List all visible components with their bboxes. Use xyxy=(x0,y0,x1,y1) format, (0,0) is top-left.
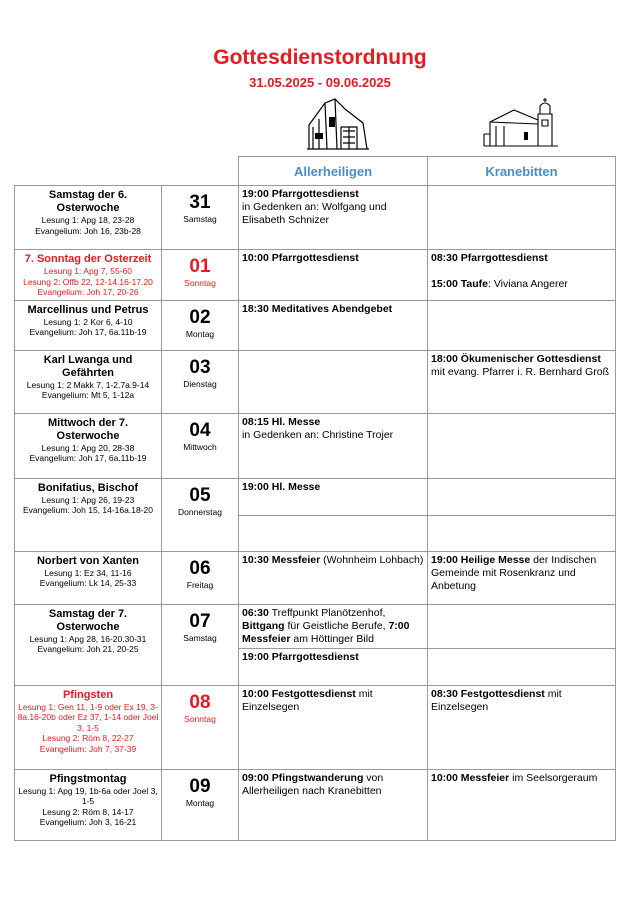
kranebitten-event xyxy=(428,250,616,301)
reading: Evangelium: Joh 21, 20-25 xyxy=(37,644,139,654)
weekday: Samstag xyxy=(183,632,217,643)
allerheiligen-event xyxy=(239,413,428,478)
event-time-title: 19:00 Pfarrgottesdienst xyxy=(242,188,359,200)
table-row xyxy=(15,300,616,350)
event-time-title: 10:00 Pfarrgottesdienst xyxy=(242,252,359,264)
day-number: 05 xyxy=(189,484,211,506)
feast-name: 7. Sonntag der Osterzeit xyxy=(24,253,152,265)
day-cell xyxy=(162,186,239,250)
reading: Evangelium: Mt 5, 1-12a xyxy=(41,390,135,400)
day-number: 02 xyxy=(189,306,211,328)
feast-cell xyxy=(15,186,162,250)
feast-cell xyxy=(15,250,162,301)
event-time-title: 08:15 Hl. Messe xyxy=(242,415,321,428)
day-cell xyxy=(162,769,239,840)
feast-cell xyxy=(15,604,162,685)
day-number: 31 xyxy=(189,192,211,213)
kranebitten-event xyxy=(428,769,616,840)
feast-name: Pfingsten xyxy=(62,688,114,701)
reading: Lesung 1: Apg 7, 55-60 xyxy=(44,266,132,276)
reading: Evangelium: Joh 7, 37-39 xyxy=(39,743,137,754)
day-number: 09 xyxy=(189,775,211,797)
kranebitten-event xyxy=(428,413,616,478)
event-detail: (Wohnheim Lohbach) xyxy=(320,553,424,566)
weekday: Montag xyxy=(185,328,215,339)
day-number: 03 xyxy=(189,356,211,378)
weekday: Sonntag xyxy=(184,278,216,288)
schedule-table xyxy=(14,156,616,841)
weekday: Samstag xyxy=(183,214,217,224)
reading: Lesung 2: Röm 8, 14-17 xyxy=(42,806,134,817)
event-detail: am Höttinger Bild xyxy=(290,632,374,645)
feast-name: Norbert von Xanten xyxy=(36,554,140,567)
event-time-title: 7:00 Messfeier xyxy=(242,619,410,645)
event-time-title: 19:00 Pfarrgottesdienst xyxy=(242,650,359,663)
weekday: Montag xyxy=(185,797,215,808)
table-row xyxy=(15,769,616,840)
reading: Evangelium: Lk 14, 25-33 xyxy=(39,578,137,588)
reading: Evangelium: Joh 3, 16-21 xyxy=(39,817,137,827)
reading: Lesung 1: Gen 11, 1-9 oder Ex 19, 3-8a.16-20b oder Ez 37, 1-14 oder Joel 3, 1-5 xyxy=(17,701,159,733)
feast-name: Pfingstmontag xyxy=(49,772,127,785)
day-cell xyxy=(162,604,239,685)
reading: Lesung 1: Apg 18, 23-28 xyxy=(41,215,135,225)
kranebitten-event xyxy=(428,350,616,413)
reading: Lesung 1: 2 Kor 6, 4-10 xyxy=(43,316,133,327)
feast-cell xyxy=(15,478,162,551)
day-cell xyxy=(162,250,239,301)
day-cell xyxy=(162,350,239,413)
allerheiligen-event xyxy=(239,300,428,350)
column-kranebitten: Kranebitten xyxy=(428,157,616,186)
reading: Lesung 1: Apg 20, 28-38 xyxy=(41,442,135,453)
page-title: Gottesdienstordnung xyxy=(213,46,427,69)
feast-name: Bonifatius, Bischof xyxy=(37,481,139,494)
table-row xyxy=(15,413,616,478)
event-detail: im Seelsorgeraum xyxy=(509,771,598,784)
event-time-title: 10:00 Messfeier xyxy=(431,771,510,784)
event-detail: der Indischen Gemeinde mit Rosenkranz und Anbetung xyxy=(431,553,597,592)
reading: Lesung 2: Offb 22, 12-14.16-17.20 xyxy=(23,276,153,287)
event-detail: mit Einzelsegen xyxy=(431,687,562,713)
event-time-title: 09:00 Pfingstwanderung xyxy=(242,771,364,784)
day-cell xyxy=(162,551,239,604)
allerheiligen-event xyxy=(239,478,428,515)
kranebitten-event xyxy=(428,186,616,250)
event-detail: in Gedenken an: Christine Trojer xyxy=(242,428,394,441)
event-detail: für Geistliche Berufe, xyxy=(284,619,389,632)
event-detail: von Allerheiligen nach Kranebitten xyxy=(242,771,384,797)
table-row xyxy=(15,685,616,769)
event-time-title: Bittgang xyxy=(242,619,285,632)
weekday: Mittwoch xyxy=(183,441,217,452)
event-time-title: 10:00 Festgottesdienst xyxy=(242,687,356,700)
feast-name: Samstag der 6. Osterwoche xyxy=(48,189,128,214)
feast-cell xyxy=(15,413,162,478)
event-detail: Treffpunkt Planötzenhof, xyxy=(268,606,386,619)
weekday: Donnerstag xyxy=(178,506,222,517)
weekday: Dienstag xyxy=(183,378,217,389)
kranebitten-event xyxy=(428,685,616,769)
allerheiligen-event xyxy=(239,604,428,648)
reading: Evangelium: Joh 16, 23b-28 xyxy=(35,225,141,236)
feast-cell xyxy=(15,300,162,350)
day-number: 04 xyxy=(189,419,211,441)
allerheiligen-event-empty xyxy=(239,515,428,551)
event-detail: in Gedenken an: Wolfgang und Elisabeth Schnizer xyxy=(242,201,387,226)
feast-name: Samstag der 7. Osterwoche xyxy=(48,607,128,633)
event-time-title: 08:30 Festgottesdienst xyxy=(431,687,545,700)
table-row xyxy=(15,478,616,515)
event-time-title: 18:30 Meditatives Abendgebet xyxy=(242,302,393,315)
reading: Lesung 1: Apg 19, 1b-6a oder Joel 3, 1-5 xyxy=(18,785,158,806)
feast-name: Karl Lwanga und Gefährten xyxy=(43,353,133,379)
reading: Lesung 1: Ez 34, 11-16 xyxy=(44,567,132,578)
day-cell xyxy=(162,685,239,769)
event-time-title: 18:00 Ökumenischer Gottesdienst xyxy=(431,352,601,365)
day-cell xyxy=(162,478,239,551)
day-cell xyxy=(162,300,239,350)
feast-cell xyxy=(15,350,162,413)
event-time-title: 15:00 Taufe xyxy=(431,278,488,290)
kranebitten-event xyxy=(428,300,616,350)
table-row xyxy=(15,350,616,413)
kranebitten-event xyxy=(428,551,616,604)
table-row xyxy=(15,250,616,301)
feast-cell xyxy=(15,551,162,604)
allerheiligen-event xyxy=(239,250,428,301)
kranebitten-event-empty xyxy=(428,648,616,685)
event-detail: mit Einzelsegen xyxy=(242,687,373,713)
event-time-title: 10:30 Messfeier xyxy=(242,553,321,566)
kranebitten-church-drawing xyxy=(480,96,560,148)
allerheiligen-event xyxy=(239,685,428,769)
event-detail: mit evang. Pfarrer i. R. Bernhard Groß xyxy=(431,365,609,378)
feast-name: Mittwoch der 7. Osterwoche xyxy=(47,416,129,442)
kranebitten-event xyxy=(428,604,616,648)
reading: Lesung 1: Apg 26, 19-23 xyxy=(41,494,135,505)
date-range: 31.05.2025 - 09.06.2025 xyxy=(249,75,391,90)
table-row xyxy=(15,604,616,648)
day-number: 08 xyxy=(189,691,211,713)
reading: Evangelium: Joh 17, 6a.11b-19 xyxy=(29,453,147,463)
event-time-title: 19:00 Heilige Messe xyxy=(431,553,531,566)
event-time-title: 06:30 xyxy=(242,606,269,619)
feast-cell xyxy=(15,685,162,769)
reading: Lesung 2: Röm 8, 22-27 xyxy=(42,733,134,743)
column-header-row xyxy=(15,157,616,186)
allerheiligen-event xyxy=(239,350,428,413)
weekday: Freitag xyxy=(186,579,214,590)
allerheiligen-event xyxy=(239,648,428,685)
allerheiligen-church-drawing xyxy=(305,97,371,151)
day-cell xyxy=(162,413,239,478)
feast-name: Marcellinus und Petrus xyxy=(27,303,149,316)
day-number: 01 xyxy=(189,256,211,277)
feast-cell xyxy=(15,769,162,840)
reading: Lesung 1: 2 Makk 7, 1-2.7a.9-14 xyxy=(26,379,150,390)
event-time-title: 08:30 Pfarrgottesdienst xyxy=(431,252,548,264)
table-row xyxy=(15,551,616,604)
reading: Lesung 1: Apg 28, 16-20.30-31 xyxy=(29,633,147,644)
allerheiligen-event xyxy=(239,551,428,604)
allerheiligen-event xyxy=(239,186,428,250)
day-number: 07 xyxy=(189,610,211,632)
table-row xyxy=(15,186,616,250)
event-detail: : Viviana Angerer xyxy=(488,278,568,290)
reading: Evangelium: Joh 15, 14-16a.18-20 xyxy=(23,505,153,515)
allerheiligen-event xyxy=(239,769,428,840)
reading: Evangelium: Joh 17, 20-26 xyxy=(37,287,139,297)
kranebitten-event-empty xyxy=(428,515,616,551)
weekday: Sonntag xyxy=(184,713,216,724)
event-time-title: 19:00 Hl. Messe xyxy=(242,480,321,493)
kranebitten-event xyxy=(428,478,616,515)
reading: Evangelium: Joh 17, 6a.11b-19 xyxy=(29,327,147,337)
day-number: 06 xyxy=(189,557,211,579)
column-allerheiligen: Allerheiligen xyxy=(239,157,428,186)
